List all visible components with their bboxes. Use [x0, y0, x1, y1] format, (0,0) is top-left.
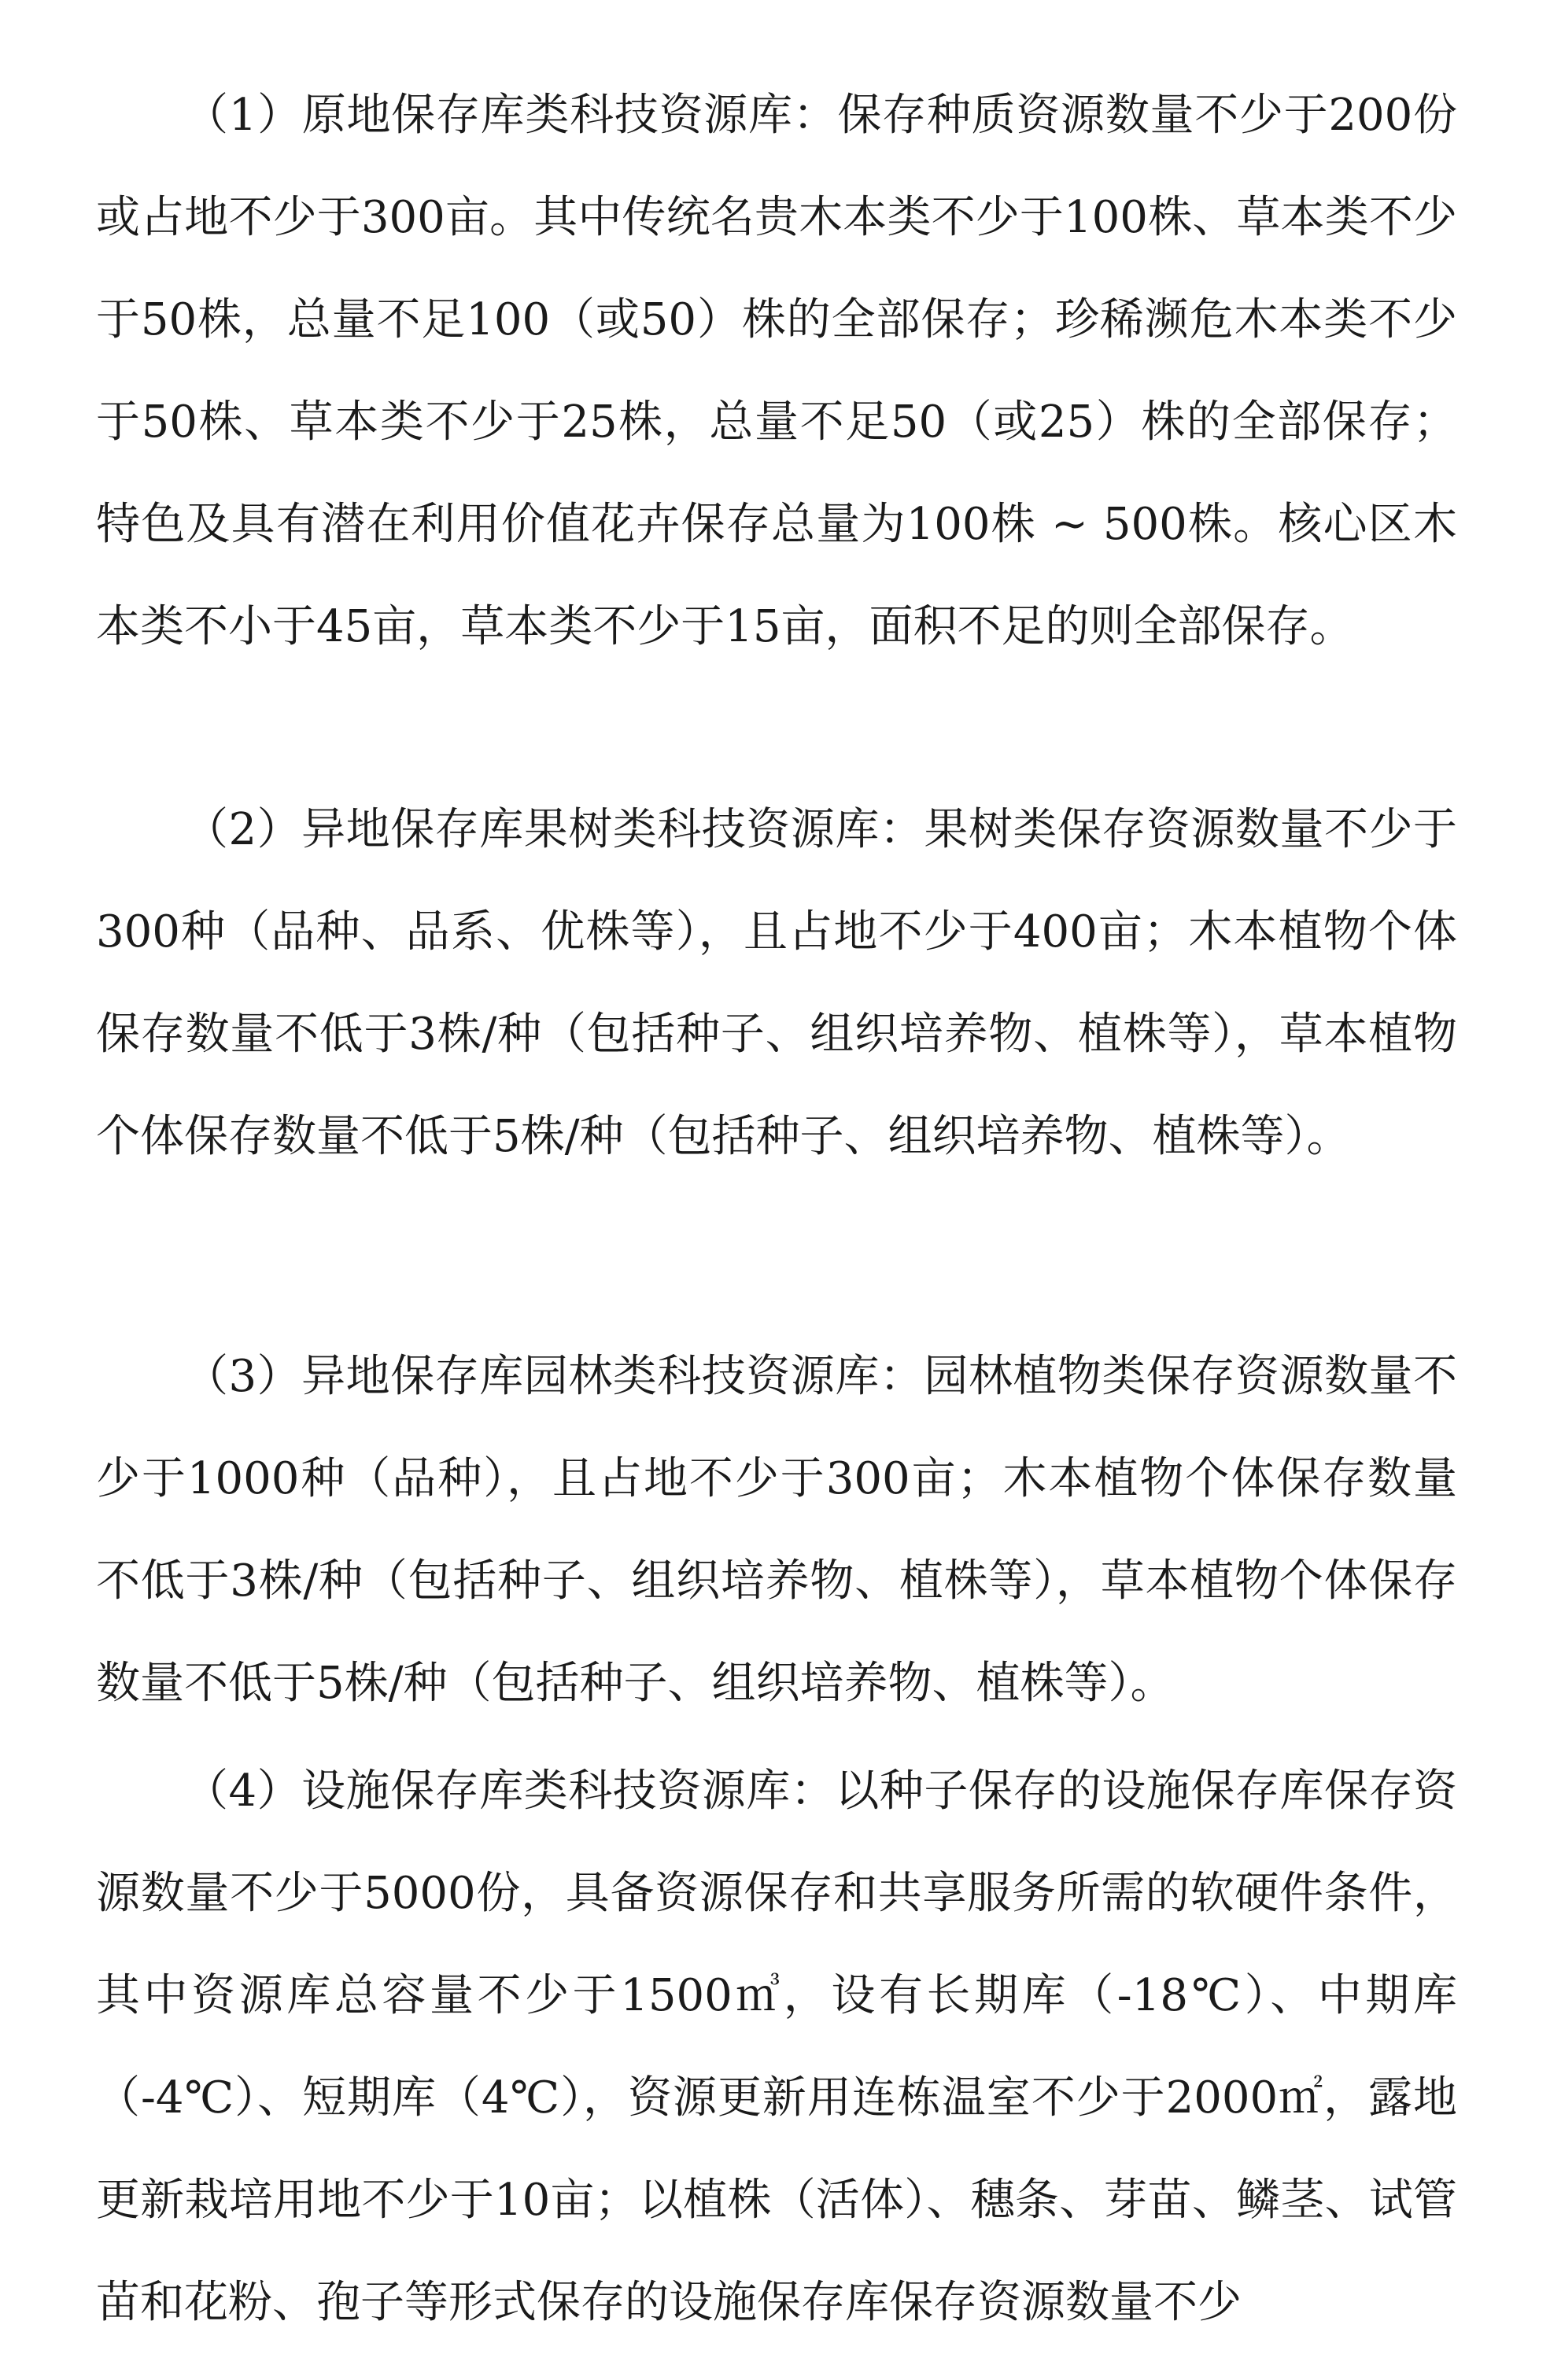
paragraph-facility-repository: （4）设施保存库类科技资源库：以种子保存的设施保存库保存资源数量不少于5000份，具备资源保存和共享服务所需的软硬件条件，其中资源库总容量不少于1500㎥，设有长期库（-18℃）、中期库（-4℃）、短期库（4℃），资源更新用连栋温室不少于2000㎡，露地更新栽培用地不少于10亩；以植株（活体）、穗条、芽苗、鳞茎、试管苗和花粉、孢子等形式保存的设施保存库保存资源数量不少 — [96, 1766, 1457, 2328]
paragraph-landscape-repository: （3）异地保存库园林类科技资源库：园林植物类保存资源数量不少于1000种（品种），且占地不少于300亩；木本植物个体保存数量不低于3株/种（包括种子、组织培养物、植株等），草本植物个体保存数量不低于5株/种（包括种子、组织培养物、植株等）。 — [96, 1351, 1457, 1709]
paragraph-in-situ-repository: （1）原地保存库类科技资源库：保存种质资源数量不少于200份或占地不少于300亩。其中传统名贵木本类不少于100株、草本类不少于50株，总量不足100（或50）株的全部保存；珍稀濒危木本类不少于50株、草本类不少于25株，总量不足50（或25）株的全部保存；特色及具有潜在利用价值花卉保存总量为100株 ~ 500株。核心区木本类不小于45亩，草本类不少于15亩，面积不足的则全部保存。 — [96, 90, 1458, 652]
paragraph-fruit-tree-repository: （2）异地保存库果树类科技资源库：果树类保存资源数量不少于300种（品种、品系、优株等），且占地不少于400亩；木本植物个体保存数量不低于3株/种（包括种子、组织培养物、植株等），草本植物个体保存数量不低于5株/种（包括种子、组织培养物、植株等）。 — [96, 804, 1457, 1162]
